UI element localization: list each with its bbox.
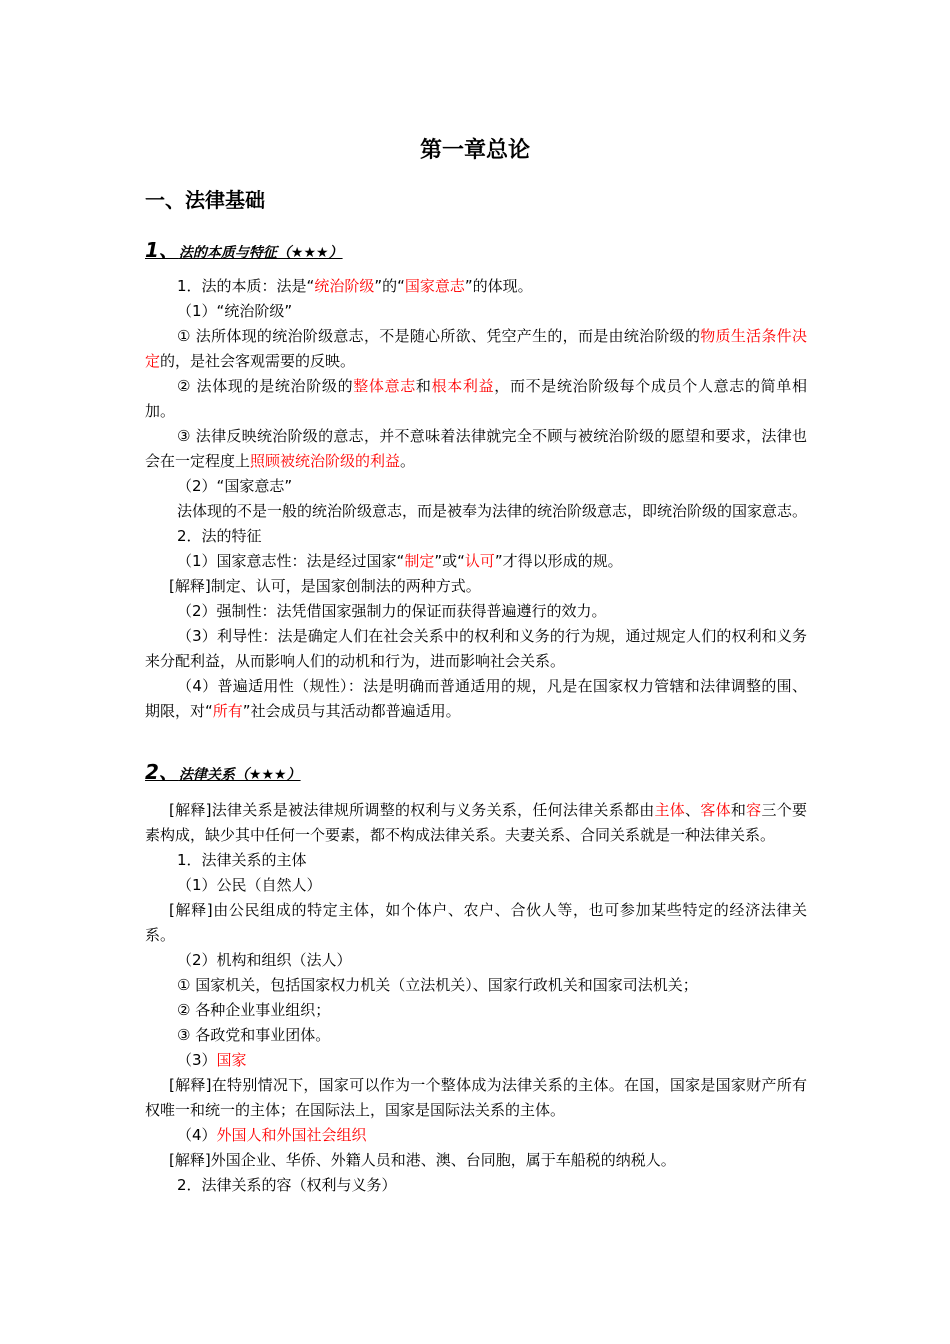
section-body-1: [145, 274, 807, 724]
paragraph: 2．法的特征: [177, 527, 262, 545]
paragraph: ② 法体现的是统治阶级的整体意志和根本利益，而不是统治阶级每个成员个人意志的简单相加。: [145, 377, 807, 420]
paragraph: [解释]在特别情况下，国家可以作为一个整体成为法律关系的主体。在国，国家是国家财产所有权唯一和统一的主体；在国际法上，国家是国际法关系的主体。: [145, 1076, 807, 1119]
subsection-heading-2: [145, 760, 301, 787]
paragraph: ③ 法律反映统治阶级的意志，并不意味着法律就完全不顾与被统治阶级的愿望和要求，法律也会在一定程度上照顾被统治阶级的利益。: [145, 427, 807, 470]
paragraph: （4）外国人和外国社会组织: [177, 1126, 367, 1144]
section-heading: 一、法律基础: [145, 188, 265, 212]
paragraph: [解释]外国企业、华侨、外籍人员和港、澳、台同胞，属于车船税的纳税人。: [169, 1151, 676, 1169]
paragraph: ① 法所体现的统治阶级意志，不是随心所欲、凭空产生的，而是由统治阶级的物质生活条件决定的，是社会客观需要的反映。: [145, 327, 807, 370]
subsection-number: 2、: [145, 760, 179, 784]
paragraph: 1．法的本质：法是“统治阶级”的“国家意志”的体现。: [177, 277, 533, 295]
paragraph: （2）机构和组织（法人）: [177, 951, 352, 969]
paragraph: 2．法律关系的容（权利与义务）: [177, 1176, 397, 1194]
subsection-text: 法律关系（★★★）: [178, 767, 301, 783]
paragraph: [解释]由公民组成的特定主体，如个体户、农户、合伙人等，也可参加某些特定的经济法律关系。: [145, 901, 807, 944]
subsection-text: 法的本质与特征（★★★）: [178, 245, 343, 261]
paragraph: （3）利导性：法是确定人们在社会关系中的权利和义务的行为规，通过规定人们的权利和义务来分配利益，从而影响人们的动机和行为，进而影响社会关系。: [145, 627, 807, 670]
paragraph: （1）“统治阶级”: [177, 302, 293, 320]
subsection-heading-1: [145, 238, 343, 265]
paragraph: （1）国家意志性：法是经过国家“制定”或“认可”才得以形成的规。: [177, 552, 623, 570]
paragraph: （2）“国家意志”: [177, 477, 293, 495]
paragraph: ① 国家机关，包括国家权力机关（立法机关）、国家行政机关和国家司法机关；: [177, 976, 698, 994]
paragraph: （2）强制性：法凭借国家强制力的保证而获得普遍遵行的效力。: [177, 602, 607, 620]
section-body-2: [145, 798, 807, 1198]
paragraph: 法体现的不是一般的统治阶级意志，而是被奉为法律的统治阶级意志，即统治阶级的国家意志。: [177, 502, 808, 520]
paragraph: [解释]制定、认可，是国家创制法的两种方式。: [169, 577, 481, 595]
subsection-number: 1、: [145, 238, 179, 262]
paragraph: （4）普遍适用性（规性）：法是明确而普通适用的规，凡是在国家权力管辖和法律调整的围、期限，对“所有”社会成员与其活动都普遍适用。: [145, 677, 807, 720]
paragraph: [解释]法律关系是被法律规所调整的权利与义务关系，任何法律关系都由主体、客体和容三个要素构成，缺少其中任何一个要素，都不构成法律关系。夫妻关系、合同关系就是一种法律关系。: [145, 801, 807, 844]
paragraph: ② 各种企业事业组织；: [177, 1001, 331, 1019]
paragraph: （1）公民（自然人）: [177, 876, 322, 894]
chapter-title: 第一章总论: [419, 138, 530, 163]
paragraph: （3）国家: [177, 1051, 247, 1069]
paragraph: ③ 各政党和事业团体。: [177, 1026, 331, 1044]
paragraph: 1．法律关系的主体: [177, 851, 307, 869]
